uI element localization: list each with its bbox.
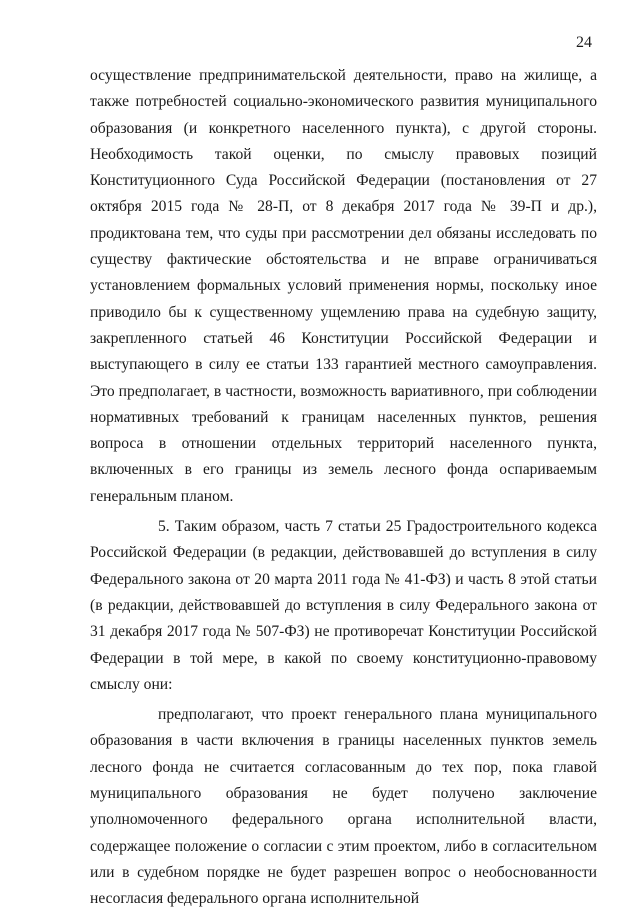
paragraph-continued: осуществление предпринимательской деятельности, право на жилище, а также потребностей социально-экономического развития муниципального образования (и конкретного населенного пункта), с другой стороны. Необходимость такой оценки, по смыслу правовых позиций Конституционного Суда Российской Федерации (постановления от 27 октября 2015 года № 28-П, от 8 декабря 2017 года № 39-П и др.), продиктована тем, что суды при рассмотрении дел обязаны исследовать по существу фактические обстоятельства и не вправе ограничиваться установлением формальных условий применения нормы, поскольку иное приводило бы к существенному ущемлению права на судебную защиту, закрепленного статьей 46 Конституции Российской Федерации и выступающего в силу ее статьи 133 гарантией местного самоуправления. Это предполагает, в частности, возможность вариативного, при соблюдении нормативных требований к границам населенных пунктов, решения вопроса в отношении отдельных территорий населенного пункта, включенных в его границы из земель лесного фонда оспариваемым генеральным планом.	[90, 67, 597, 505]
paragraph-item-5: 5. Таким образом, часть 7 статьи 25 Градостроительного кодекса Российской Федерации (в редакции, действовавшей до вступления в силу Федерального закона от 20 марта 2011 года № 41-ФЗ) и часть 8 этой статьи (в редакции, действовавшей до вступления в силу Федерального закона от 31 декабря 2017 года № 507-ФЗ) не противоречат Конституции Российской Федерации в той мере, в какой по своему конституционно-правовому смыслу они:	[90, 518, 597, 693]
page-number: 24	[576, 34, 592, 51]
paragraph-presumption: предполагают, что проект генерального плана муниципального образования в части включения в границы населенных пунктов земель лесного фонда не считается согласованным до тех пор, пока главой муниципального образования не будет получено заключение уполномоченного федерального органа исполнительной власти, содержащее положение о согласии с этим проектом, либо в согласительном или в судебном порядке не будет разрешен вопрос о необоснованности несогласия федерального органа исполнительной	[90, 706, 597, 908]
document-body	[90, 63, 597, 913]
